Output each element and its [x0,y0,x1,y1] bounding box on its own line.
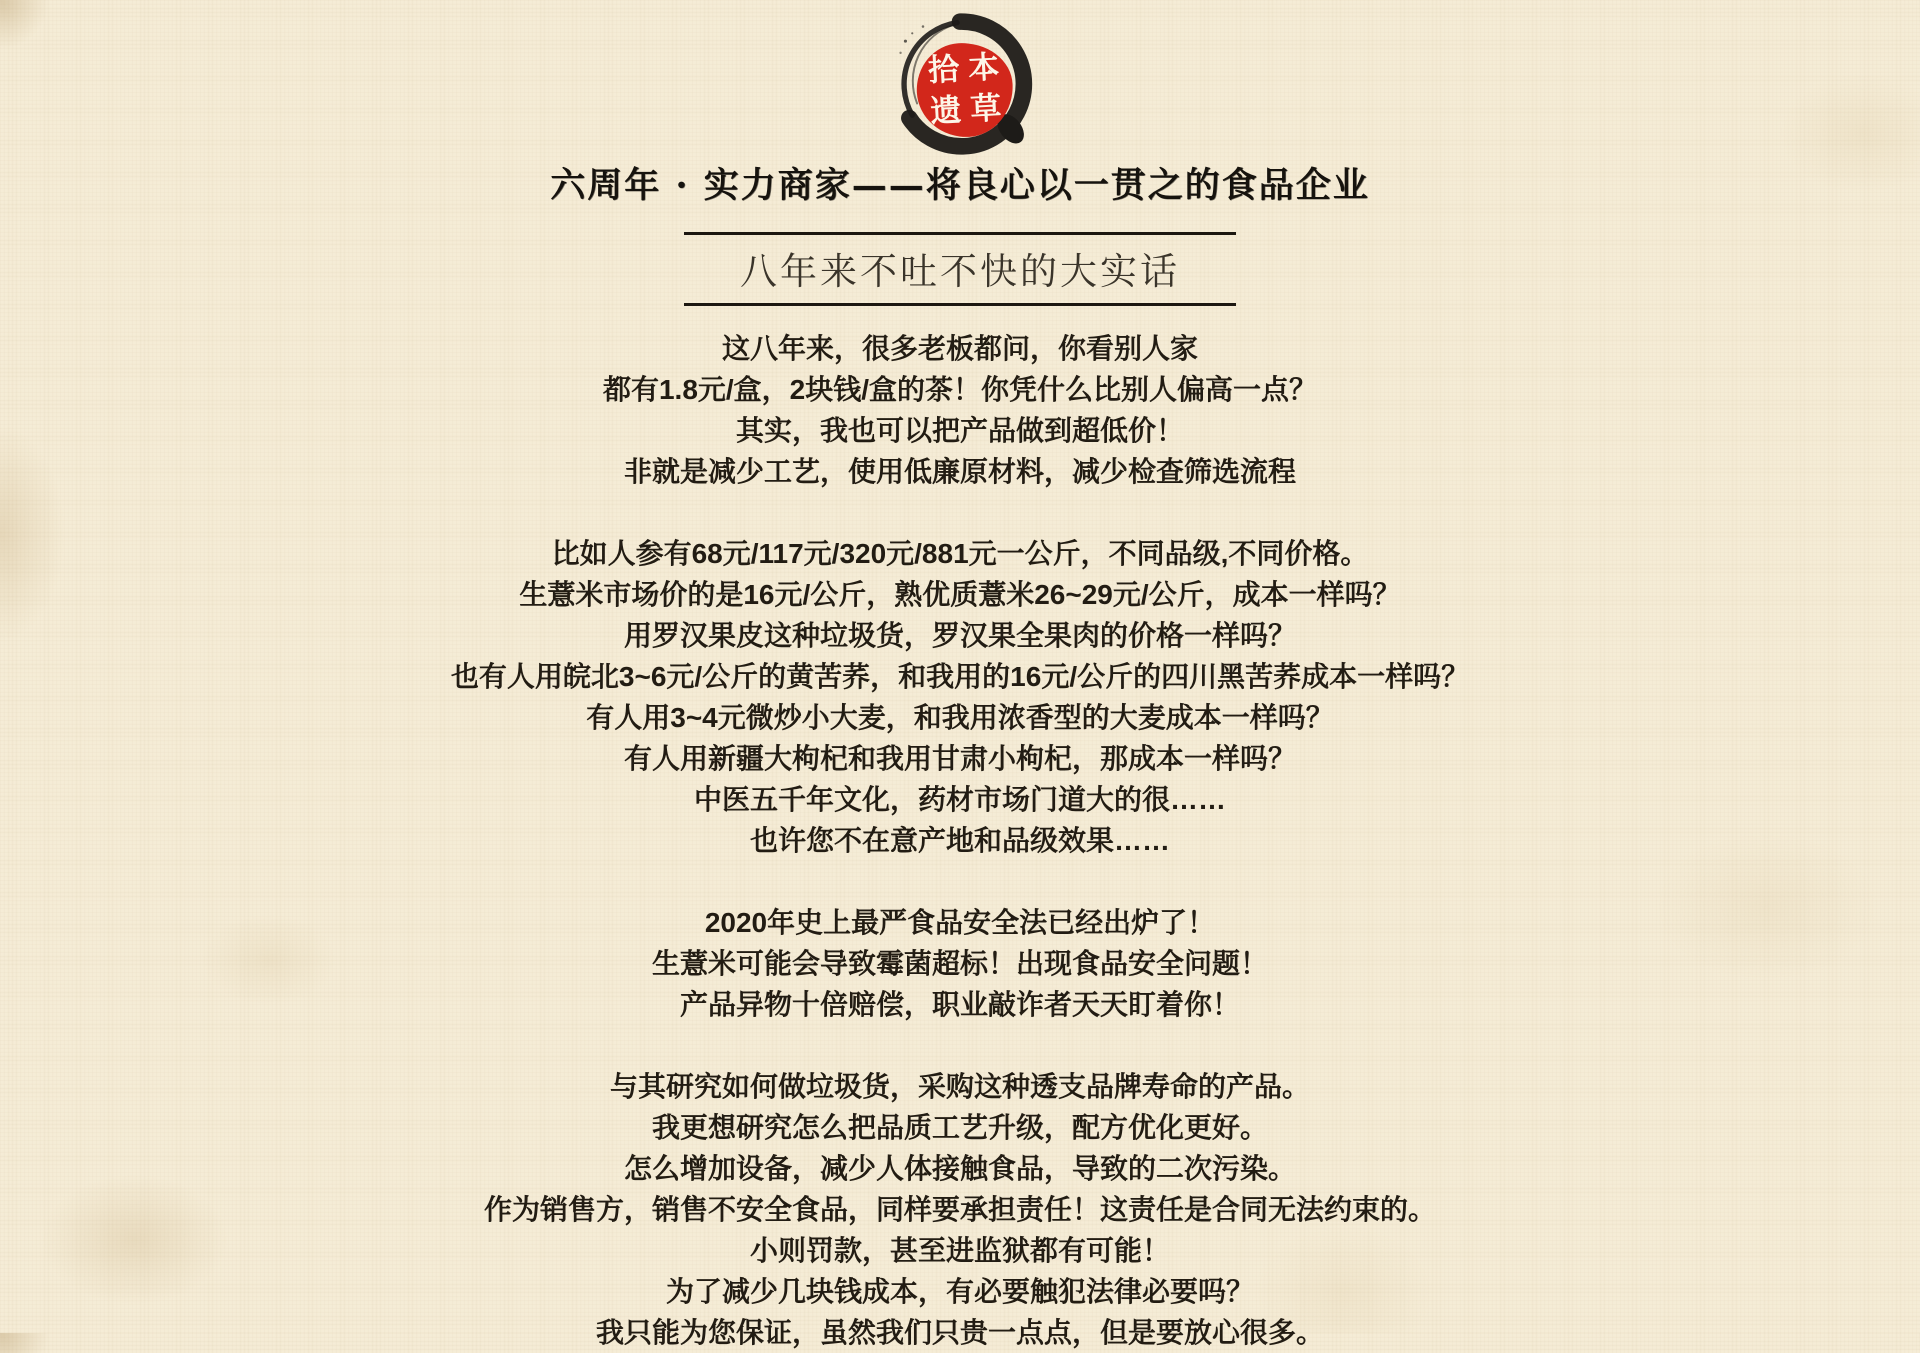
text-line: 也许您不在意产地和品级效果…… [749,825,1170,856]
paragraph [0,328,1920,492]
text-line: 2020年史上最严食品安全法已经出炉了！ [704,907,1216,938]
brand-logo [871,8,1049,160]
text-line: 比如人参有68元/117元/320元/881元一公斤，不同品级,不同价格。 [551,538,1369,569]
brand-header [0,8,1920,306]
text-line: 小则罚款，甚至进监狱都有可能！ [749,1235,1170,1266]
seal-char: 遗 [929,92,963,130]
seal-char: 草 [969,90,1003,128]
text-line: 也有人用皖北3~6元/公斤的黄苦荞，和我用的16元/公斤的四川黑苦荞成本一样吗？ [450,661,1470,692]
text-line: 用罗汉果皮这种垃圾货，罗汉果全果肉的价格一样吗？ [623,620,1296,651]
paragraph [0,902,1920,1025]
text-line: 其实，我也可以把产品做到超低价！ [735,415,1184,446]
text-line: 与其研究如何做垃圾货，采购这种透支品牌寿命的产品。 [609,1071,1310,1102]
text-line: 有人用3~4元微炒小大麦，和我用浓香型的大麦成本一样吗？ [586,702,1334,733]
seal-char: 本 [967,49,1001,87]
text-line: 非就是减少工艺，使用低廉原材料，减少检查筛选流程 [623,456,1296,487]
paragraph [0,533,1920,861]
text-line: 作为销售方，销售不安全食品，同样要承担责任！这责任是合同无法约束的。 [483,1194,1436,1225]
brand-tagline: 六周年 · 实力商家——将良心以一贯之的食品企业 [550,165,1370,206]
text-line: 为了减少几块钱成本，有必要触犯法律必要吗？ [665,1276,1254,1307]
seal-char: 拾 [927,51,961,89]
article-body [0,328,1920,1353]
text-line: 我更想研究怎么把品质工艺升级，配方优化更好。 [651,1112,1268,1143]
text-line: 怎么增加设备，减少人体接触食品，导致的二次污染。 [623,1153,1296,1184]
text-line: 生薏米市场价的是16元/公斤，熟优质薏米26~29元/公斤，成本一样吗？ [519,579,1401,610]
text-line: 中医五千年文化，药材市场门道大的很…… [693,784,1226,815]
text-line: 生薏米可能会导致霉菌超标！出现食品安全问题！ [651,948,1268,979]
section-title: 八年来不吐不快的大实话 [684,232,1236,306]
text-line: 产品异物十倍赔偿，职业敲诈者天天盯着你！ [679,989,1240,1020]
text-line: 都有1.8元/盒，2块钱/盒的茶！你凭什么比别人偏高一点？ [602,374,1318,405]
paragraph [0,1066,1920,1353]
text-line: 这八年来，很多老板都问，你看别人家 [721,333,1198,364]
text-line: 我只能为您保证，虽然我们只贵一点点，但是要放心很多。 [595,1317,1324,1348]
text-line: 有人用新疆大枸杞和我用甘肃小枸杞，那成本一样吗？ [623,743,1296,774]
